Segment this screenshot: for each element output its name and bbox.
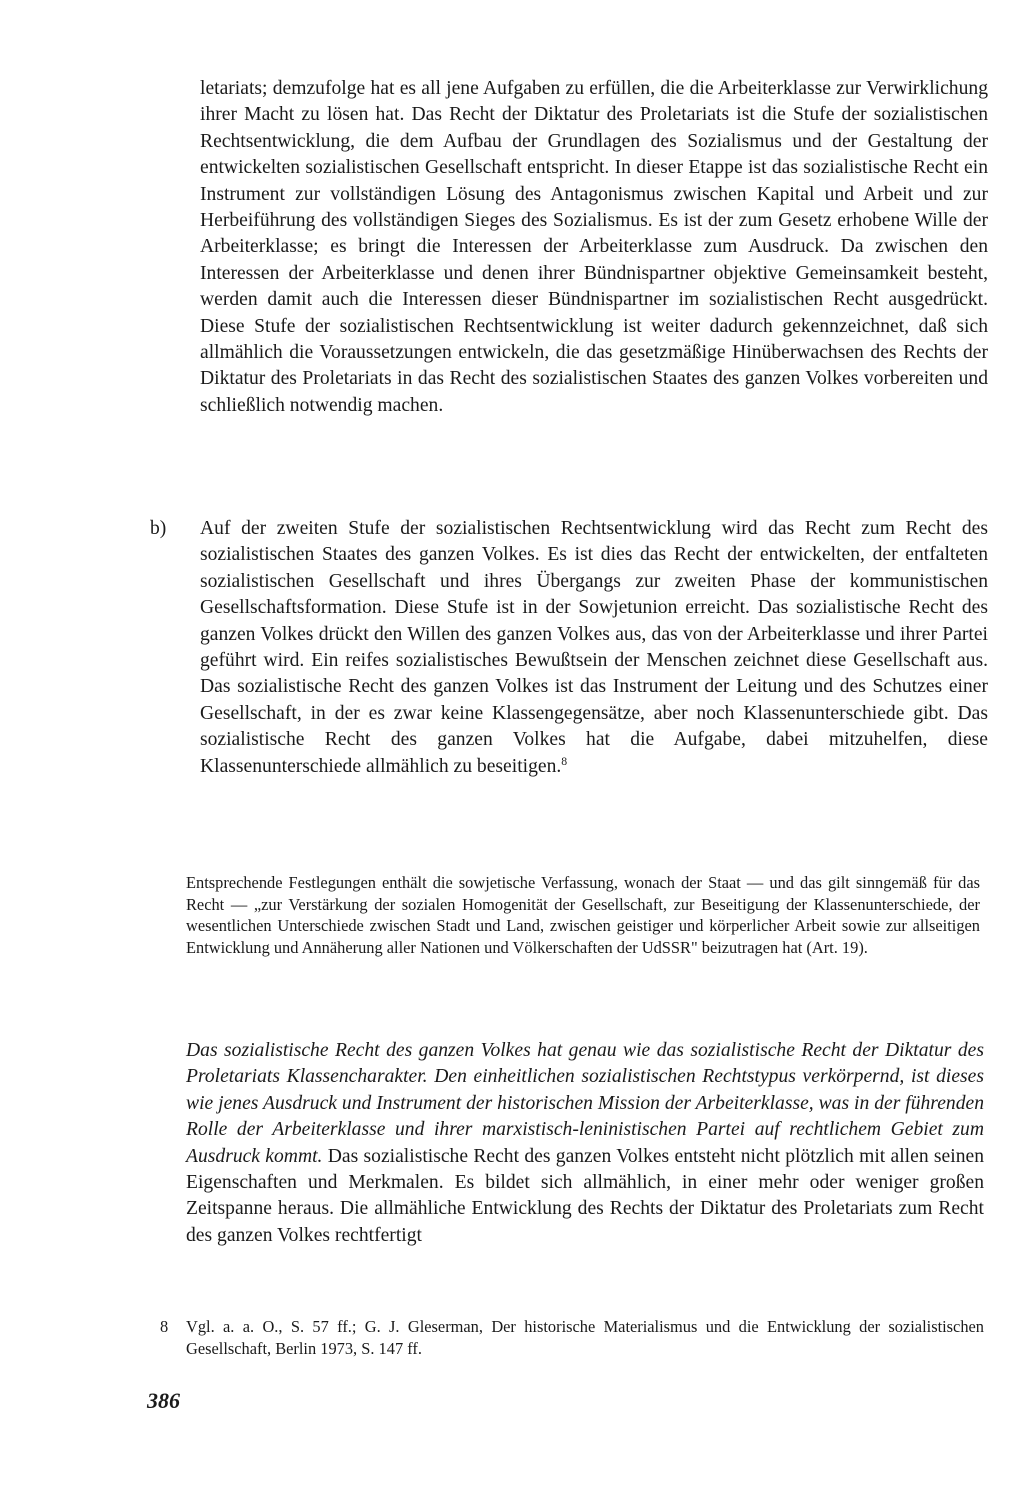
body-paragraph-a [200,76,988,419]
paragraph-c-italic: Das sozialistische Recht des ganzen Volkes hat genau wie das sozialistische Recht der Diktatur des Proletariats Klassencharakter. Den einheitlichen sozialistischen Rechtstypus verkörpernd, ist dieses wie jenes Ausdruck und Instrument der historischen Mission der Arbeiterklasse, was in der führenden Rolle der Arbeiterklasse und ihrer marxistisch-leninistischen Partei auf rechtlichem Gebiet zum Ausdruck kommt. [186,1040,984,1167]
paragraph-c-rest: Das sozialistische Recht des ganzen Volkes entsteht nicht plötzlich mit allen seinen Eigenschaften und Merkmalen. Es bildet sich allmählich, in einer mehr oder weniger großen Zeitspanne heraus. Die allmähliche Entwicklung des Rechts der Diktatur des Proletariats zum Recht des ganzen Volkes rechtfertigt [186,1145,984,1246]
body-paragraph-c [186,1038,984,1249]
footnote-text: Vgl. a. a. O., S. 57 ff.; G. J. Gleserman, Der historische Materialismus und die Entwicklung der sozialistischen Gesellschaft, Berlin 1973, S. 147 ff. [186,1317,984,1358]
quote-note-text: Entsprechende Festlegungen enthält die sowjetische Verfassung, wonach der Staat — und das gilt sinngemäß für das Recht — „zur Verstärkung der sozialen Homogenität der Gesellschaft, zur Beseitigung der Klassenunterschiede, der wesentlichen Unterschiede zwischen Stadt und Land, zwischen geistiger und körperlicher Arbeit sowie zur allseitigen Entwicklung und Annäherung aller Nationen und Völkerschaften der UdSSR" beizutragen hat (Art. 19). [186,873,980,957]
body-paragraph-b [200,516,988,780]
paragraph-b-body: Auf der zweiten Stufe der sozialistischen Rechtsentwicklung wird das Recht zum Recht des sozialistischen Staates des ganzen Volkes. Es ist dies das Recht der entwickelten, der entfalteten sozialistischen Gesellschaft und ihres Übergangs zur zweiten Phase der kommunistischen Gesellschaftsformation. Diese Stufe ist in der Sowjetunion erreicht. Das sozialistische Recht des ganzen Volkes drückt den Willen des ganzen Volkes aus, das von der Arbeiterklasse und ihrer Partei geführt wird. Ein reifes sozialistisches Bewußtsein der Menschen zeichnet diese Gesellschaft aus. Das sozialistische Recht des ganzen Volkes ist das Instrument der Leitung und des Schutzes einer Gesellschaft, in der es zwar keine Klassengegensätze, aber noch Klassenunterschiede gibt. Das sozialistische Recht des ganzen Volkes hat die Aufgabe, dabei mitzuhelfen, diese Klassenunterschiede allmählich zu beseitigen. [200,518,988,777]
constitution-quote-note [186,872,980,958]
footnote-reference: 8 [561,754,568,768]
footnote-number: 8 [160,1317,169,1336]
paragraph-c-text [186,1038,984,1249]
paragraph-a-text: letariats; demzufolge hat es all jene Aufgaben zu erfüllen, die die Arbeiterklasse zur Verwirklichung ihrer Macht zu lösen hat. Das Recht der Diktatur des Proletariats ist die Stufe der sozialistischen Rechtsentwicklung, die dem Aufbau der Grundlagen des Sozialismus und der Gestaltung der entwickelten sozialistischen Gesellschaft entspricht. In dieser Etappe ist das sozialistische Recht ein Instrument zur vollständigen Lösung des Antagonismus zwischen Kapital und Arbeit und zur Herbeiführung des vollständigen Sieges des Sozialismus. Es ist der zum Gesetz erhobene Wille der Arbeiterklasse; es bringt die Interessen der Arbeiterklasse zum Ausdruck. Da zwischen den Interessen der Arbeiterklasse und denen ihrer Bündnispartner objektive Gemeinsamkeit besteht, werden damit auch die Interessen dieser Bündnispartner im sozialistischen Recht ausgedrückt. Diese Stufe der sozialistischen Rechtsentwicklung ist weiter dadurch gekennzeichnet, daß sich allmählich die Voraussetzungen entwickeln, die das gesetzmäßige Hinüberwachsen des Rechts der Diktatur des Proletariats in das Recht des sozialistischen Staates des ganzen Volkes vorbereiten und schließlich notwendig machen. [200,78,988,416]
page-number: 386 [147,1388,180,1413]
paragraph-b-text [200,516,988,780]
list-marker-b: b) [150,518,167,539]
